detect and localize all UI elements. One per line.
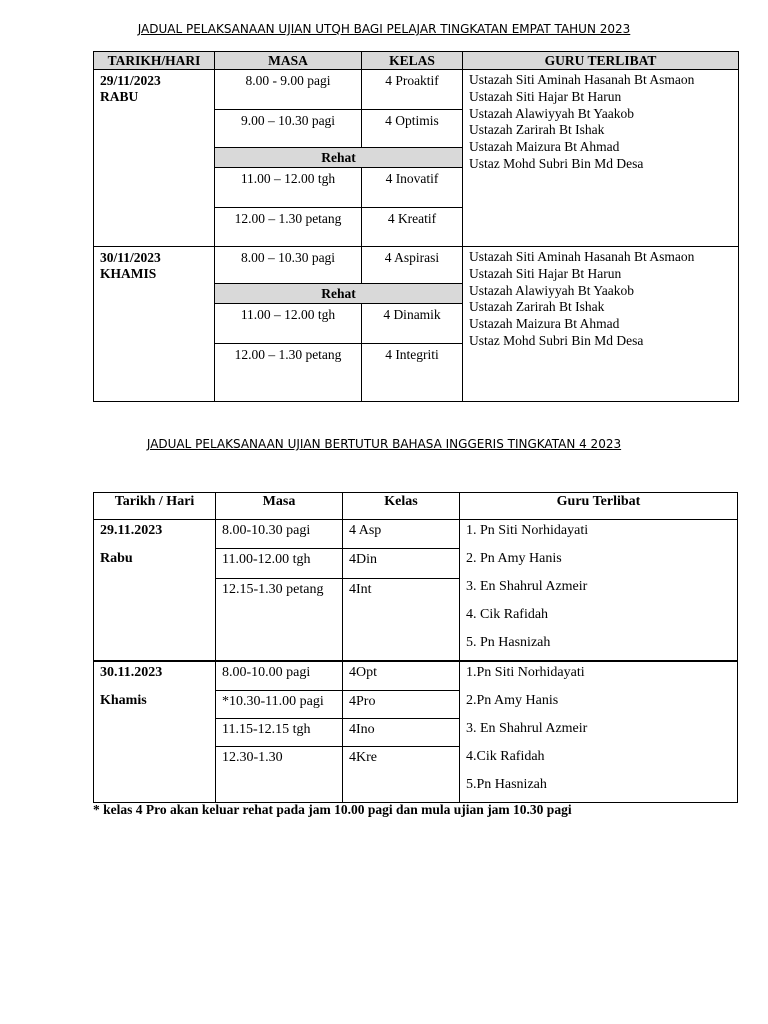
table-row	[94, 70, 739, 110]
teacher-name: 2.Pn Amy Hanis	[466, 693, 559, 708]
teacher-name: 5.Pn Hasnizah	[466, 777, 547, 792]
day-value: RABU	[100, 89, 139, 104]
masa-cell: 11.00-12.00 tgh	[216, 549, 343, 578]
masa-cell: 8.00-10.00 pagi	[216, 661, 343, 690]
kelas-cell: 4Pro	[343, 690, 460, 718]
kelas-cell: 4Kre	[343, 746, 460, 802]
masa-cell: 12.00 – 1.30 petang	[215, 208, 362, 247]
teacher-name: 2. Pn Amy Hanis	[466, 551, 562, 566]
table2-title: JADUAL PELAKSANAAN UJIAN BERTUTUR BAHASA INGGERIS TINGKATAN 4 2023	[146, 437, 622, 451]
teacher-name: 4. Cik Rafidah	[466, 607, 549, 622]
teachers-cell	[463, 70, 739, 247]
rehat-label: Rehat	[215, 148, 463, 168]
kelas-cell: 4 Kreatif	[362, 208, 463, 247]
kelas-cell: 4 Integriti	[362, 344, 463, 402]
masa-cell: 12.15-1.30 petang	[216, 578, 343, 661]
kelas-cell: 4 Dinamik	[362, 304, 463, 344]
date-cell	[94, 661, 216, 803]
teacher-name: Ustazah Siti Hajar Bt Harun	[469, 88, 622, 104]
teacher-name: Ustaz Mohd Subri Bin Md Desa	[469, 332, 644, 348]
kelas-cell: 4 Asp	[343, 520, 460, 549]
kelas-cell: 4Din	[343, 549, 460, 578]
teacher-name: 1. Pn Siti Norhidayati	[466, 523, 589, 538]
masa-cell: *10.30-11.00 pagi	[216, 690, 343, 718]
date-value: 30.11.2023	[100, 665, 163, 680]
day-value: KHAMIS	[100, 266, 157, 281]
teacher-name: 5. Pn Hasnizah	[466, 635, 551, 650]
kelas-cell: 4 Proaktif	[362, 70, 463, 110]
teacher-name: 3. En Shahrul Azmeir	[466, 579, 588, 594]
table2-header-row	[94, 493, 738, 520]
kelas-cell: 4Ino	[343, 718, 460, 746]
date-value: 29.11.2023	[100, 523, 163, 538]
day-value: Rabu	[100, 551, 133, 566]
kelas-cell: 4Int	[343, 578, 460, 661]
teacher-name: Ustazah Siti Hajar Bt Harun	[469, 265, 622, 281]
header-tarikh: Tarikh / Hari	[94, 493, 216, 520]
table-row	[94, 661, 738, 690]
table-row	[94, 520, 738, 549]
table-row	[94, 247, 739, 284]
masa-cell: 8.00 – 10.30 pagi	[215, 247, 362, 284]
teacher-name: Ustazah Alawiyyah Bt Yaakob	[469, 282, 634, 298]
teacher-name: Ustazah Zarirah Bt Ishak	[469, 122, 605, 138]
teacher-name: 3. En Shahrul Azmeir	[466, 721, 588, 736]
teacher-name: Ustazah Siti Aminah Hasanah Bt Asmaon	[469, 249, 695, 264]
rehat-label: Rehat	[215, 284, 463, 304]
date-value: 29/11/2023	[100, 73, 161, 88]
teachers-cell	[460, 661, 738, 803]
teacher-name: Ustaz Mohd Subri Bin Md Desa	[469, 155, 644, 171]
masa-cell: 12.30-1.30	[216, 746, 343, 802]
date-cell	[94, 247, 215, 402]
teacher-name: 1.Pn Siti Norhidayati	[466, 665, 585, 680]
teacher-name: 4.Cik Rafidah	[466, 749, 545, 764]
masa-cell: 8.00 - 9.00 pagi	[215, 70, 362, 110]
header-masa: MASA	[215, 52, 362, 70]
header-kelas: Kelas	[343, 493, 460, 520]
kelas-cell: 4 Optimis	[362, 110, 463, 148]
teachers-cell	[460, 520, 738, 662]
date-cell	[94, 520, 216, 662]
footnote: * kelas 4 Pro akan keluar rehat pada jam 10.00 pagi dan mula ujian jam 10.30 pagi	[93, 802, 572, 817]
table1-title: JADUAL PELAKSANAAN UJIAN UTQH BAGI PELAJAR TINGKATAN EMPAT TAHUN 2023	[137, 22, 631, 36]
table1-header-row	[94, 52, 739, 70]
header-guru: GURU TERLIBAT	[463, 52, 739, 70]
english-oral-schedule-table	[93, 492, 738, 803]
header-kelas: KELAS	[362, 52, 463, 70]
day-value: Khamis	[100, 693, 147, 708]
kelas-cell: 4 Inovatif	[362, 168, 463, 208]
teacher-name: Ustazah Alawiyyah Bt Yaakob	[469, 105, 634, 121]
masa-cell: 9.00 – 10.30 pagi	[215, 110, 362, 148]
utqh-schedule-table	[93, 51, 739, 402]
kelas-cell: 4 Aspirasi	[362, 247, 463, 284]
header-tarikh: TARIKH/HARI	[94, 52, 215, 70]
masa-cell: 11.00 – 12.00 tgh	[215, 168, 362, 208]
masa-cell: 8.00-10.30 pagi	[216, 520, 343, 549]
teachers-cell	[463, 247, 739, 402]
masa-cell: 11.15-12.15 tgh	[216, 718, 343, 746]
kelas-cell: 4Opt	[343, 661, 460, 690]
header-masa: Masa	[216, 493, 343, 520]
teacher-name: Ustazah Maizura Bt Ahmad	[469, 316, 620, 332]
teacher-name: Ustazah Siti Aminah Hasanah Bt Asmaon	[469, 72, 695, 87]
teacher-name: Ustazah Maizura Bt Ahmad	[469, 139, 620, 155]
teacher-name: Ustazah Zarirah Bt Ishak	[469, 299, 605, 315]
header-guru: Guru Terlibat	[460, 493, 738, 520]
masa-cell: 12.00 – 1.30 petang	[215, 344, 362, 402]
date-value: 30/11/2023	[100, 250, 161, 265]
date-cell	[94, 70, 215, 247]
masa-cell: 11.00 – 12.00 tgh	[215, 304, 362, 344]
